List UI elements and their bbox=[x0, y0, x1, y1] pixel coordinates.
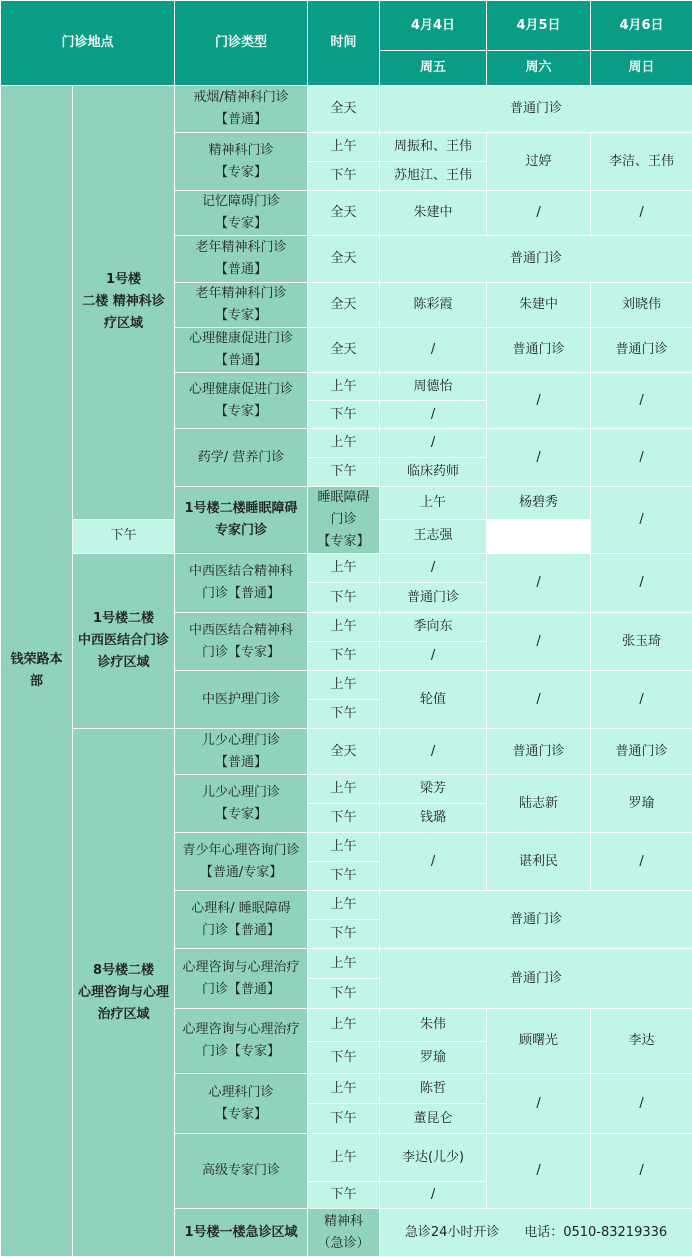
schedule-cell: 周德怡 bbox=[380, 373, 487, 401]
type-t8: 药学/ 营养门诊 bbox=[175, 429, 308, 487]
type-t13-name: 儿少心理门诊 bbox=[202, 732, 281, 748]
schedule-cell: / bbox=[380, 642, 487, 671]
area-3-line-2: 中西医结合门诊诊疗区域 bbox=[78, 633, 170, 670]
schedule-cell: 谌利民 bbox=[487, 833, 591, 891]
schedule-cell: 朱伟 bbox=[380, 1009, 487, 1042]
schedule-cell: / bbox=[380, 554, 487, 583]
type-t5 bbox=[175, 283, 308, 328]
schedule-cell: / bbox=[591, 554, 692, 613]
type-t17-level: 门诊【普通】 bbox=[202, 981, 281, 997]
schedule-cell: 张玉琦 bbox=[591, 613, 692, 671]
schedule-cell: 罗瑜 bbox=[380, 1042, 487, 1074]
header-date-1: 4月4日 bbox=[380, 1, 487, 51]
header-weekday-1: 周五 bbox=[380, 51, 487, 86]
time-cell: 下午 bbox=[308, 583, 380, 613]
schedule-cell: 杨碧秀 bbox=[487, 487, 591, 520]
time-cell: 全天 bbox=[308, 191, 380, 236]
type-t3 bbox=[175, 191, 308, 236]
type-t16-level: 门诊【普通】 bbox=[202, 922, 281, 938]
type-t2-name: 精神科门诊 bbox=[208, 142, 274, 158]
type-t17-name: 心理咨询与心理治疗 bbox=[182, 959, 300, 975]
schedule-cell: / bbox=[591, 833, 692, 891]
schedule-cell: 李洁、王伟 bbox=[591, 133, 692, 191]
schedule-cell: / bbox=[591, 429, 692, 487]
time-cell: 上午 bbox=[308, 891, 380, 920]
location-label: 钱荣路本部 bbox=[10, 652, 63, 689]
schedule-cell: 朱建中 bbox=[487, 283, 591, 328]
type-t13-level: 【普通】 bbox=[215, 754, 268, 770]
time-cell: 下午 bbox=[308, 1182, 380, 1209]
area-1-line-1: 1号楼 bbox=[105, 272, 142, 288]
schedule-cell: / bbox=[591, 1074, 692, 1134]
type-t7 bbox=[175, 373, 308, 429]
type-t9-name: 睡眠障碍门诊 bbox=[317, 490, 370, 527]
schedule-cell: 普通门诊 bbox=[380, 949, 692, 1009]
type-t7-level: 【专家】 bbox=[215, 403, 268, 419]
schedule-cell: 李达(儿少) bbox=[380, 1134, 487, 1182]
type-t19-name: 心理科门诊 bbox=[208, 1084, 274, 1100]
type-t6-name: 心理健康促进门诊 bbox=[189, 331, 294, 346]
type-t3-name: 记忆障碍门诊 bbox=[202, 194, 281, 209]
area-3 bbox=[73, 554, 175, 729]
type-t14 bbox=[175, 775, 308, 833]
type-t11 bbox=[175, 613, 308, 671]
area-1 bbox=[73, 86, 175, 520]
time-cell: 下午 bbox=[308, 162, 380, 191]
type-t5-name: 老年精神科门诊 bbox=[195, 286, 287, 301]
area-4-line-1: 8号楼二楼 bbox=[92, 962, 155, 978]
schedule-cell: / bbox=[487, 671, 591, 729]
time-cell: 下午 bbox=[73, 519, 175, 553]
type-t12: 中医护理门诊 bbox=[175, 671, 308, 729]
schedule-cell: / bbox=[591, 373, 692, 429]
type-t13 bbox=[175, 729, 308, 775]
schedule-cell: 刘晓伟 bbox=[591, 283, 692, 328]
type-t4-level: 【普通】 bbox=[215, 262, 268, 277]
header-date-2: 4月5日 bbox=[487, 1, 591, 51]
time-cell: 上午 bbox=[380, 487, 487, 520]
schedule-cell: / bbox=[380, 429, 487, 458]
schedule-cell: 轮值 bbox=[380, 671, 487, 729]
time-cell: 下午 bbox=[308, 401, 380, 429]
type-t20: 高级专家门诊 bbox=[175, 1134, 308, 1209]
schedule-cell: / bbox=[380, 833, 487, 891]
type-t17 bbox=[175, 949, 308, 1009]
type-t10 bbox=[175, 554, 308, 613]
type-t15-name: 青少年心理咨询门诊 bbox=[182, 842, 300, 858]
time-cell: 下午 bbox=[308, 862, 380, 891]
header-location: 门诊地点 bbox=[1, 1, 175, 86]
schedule-cell: 王志强 bbox=[380, 519, 487, 553]
schedule-cell: 罗瑜 bbox=[591, 775, 692, 833]
schedule-cell: / bbox=[487, 1074, 591, 1134]
header-time: 时间 bbox=[308, 1, 380, 86]
type-t9 bbox=[308, 487, 380, 554]
schedule-cell: 苏旭江、王伟 bbox=[380, 162, 487, 191]
time-cell: 全天 bbox=[308, 283, 380, 328]
schedule-cell: 普通门诊 bbox=[380, 891, 692, 949]
time-cell: 上午 bbox=[308, 1074, 380, 1104]
type-t14-name: 儿少心理门诊 bbox=[202, 784, 281, 800]
schedule-cell: 朱建中 bbox=[380, 191, 487, 236]
type-t16-name: 心理科/ 睡眠障碍 bbox=[191, 900, 291, 916]
schedule-cell: / bbox=[487, 613, 591, 671]
type-t16 bbox=[175, 891, 308, 949]
time-cell: 下午 bbox=[308, 1104, 380, 1134]
time-cell: 上午 bbox=[308, 671, 380, 700]
type-t2-level: 【专家】 bbox=[215, 164, 268, 180]
schedule-cell: 临床药师 bbox=[380, 458, 487, 487]
time-cell: 上午 bbox=[308, 429, 380, 458]
schedule-cell: 陆志新 bbox=[487, 775, 591, 833]
schedule-cell: 普通门诊 bbox=[380, 86, 692, 133]
schedule-cell: 董昆仑 bbox=[380, 1104, 487, 1134]
type-t1-name: 戒烟/精神科门诊 bbox=[193, 90, 289, 105]
time-cell: 下午 bbox=[308, 458, 380, 487]
area-4 bbox=[73, 729, 175, 1257]
type-t18-name: 心理咨询与心理治疗 bbox=[182, 1022, 300, 1037]
time-cell: 下午 bbox=[308, 642, 380, 671]
type-t3-level: 【专家】 bbox=[215, 216, 268, 231]
time-cell: 上午 bbox=[308, 373, 380, 401]
header-weekday-2: 周六 bbox=[487, 51, 591, 86]
type-t1 bbox=[175, 86, 308, 133]
type-t10-name: 中西医结合精神科 bbox=[189, 564, 294, 579]
schedule-cell: 陈哲 bbox=[380, 1074, 487, 1104]
type-t1-level: 【普通】 bbox=[215, 112, 268, 127]
time-cell: 全天 bbox=[308, 729, 380, 775]
time-cell: 下午 bbox=[308, 920, 380, 949]
schedule-cell: 钱璐 bbox=[380, 804, 487, 833]
type-t19 bbox=[175, 1074, 308, 1134]
schedule-cell: / bbox=[487, 429, 591, 487]
header-date-3: 4月6日 bbox=[591, 1, 692, 51]
schedule-cell: 普通门诊 bbox=[591, 328, 692, 373]
header-weekday-3: 周日 bbox=[591, 51, 692, 86]
area-3-line-1: 1号楼二楼 bbox=[92, 611, 155, 626]
schedule-cell: / bbox=[380, 328, 487, 373]
schedule-cell: / bbox=[380, 401, 487, 429]
time-cell: 上午 bbox=[308, 775, 380, 804]
time-cell: 上午 bbox=[308, 554, 380, 583]
schedule-cell: 陈彩霞 bbox=[380, 283, 487, 328]
type-t19-level: 【专家】 bbox=[215, 1106, 268, 1122]
schedule-cell: / bbox=[380, 729, 487, 775]
schedule-cell: / bbox=[591, 1134, 692, 1209]
type-t5-level: 【专家】 bbox=[215, 308, 268, 323]
type-t6 bbox=[175, 328, 308, 373]
time-cell: 下午 bbox=[308, 804, 380, 833]
schedule-cell: / bbox=[487, 554, 591, 613]
schedule-cell: 李达 bbox=[591, 1009, 692, 1074]
time-cell: 全天 bbox=[308, 328, 380, 373]
schedule-cell: / bbox=[591, 191, 692, 236]
schedule-cell: 普通门诊 bbox=[591, 729, 692, 775]
type-t6-level: 【普通】 bbox=[215, 353, 268, 368]
schedule-cell: 普通门诊 bbox=[487, 328, 591, 373]
area-2: 1号楼二楼睡眠障碍专家门诊 bbox=[175, 487, 308, 554]
schedule-cell: / bbox=[380, 1182, 487, 1209]
type-t4-name: 老年精神科门诊 bbox=[195, 240, 287, 255]
time-cell: 上午 bbox=[308, 949, 380, 979]
schedule-cell: / bbox=[591, 671, 692, 729]
area-4-line-2: 心理咨询与心理治疗区域 bbox=[78, 984, 170, 1022]
time-cell: 全天 bbox=[308, 86, 380, 133]
type-t15-level: 【普通/专家】 bbox=[199, 864, 283, 880]
schedule-cell: 梁芳 bbox=[380, 775, 487, 804]
time-cell: 全天 bbox=[308, 236, 380, 283]
type-t18 bbox=[175, 1009, 308, 1074]
time-cell: 上午 bbox=[308, 1134, 380, 1182]
type-t9-level: 【专家】 bbox=[317, 534, 370, 549]
type-t14-level: 【专家】 bbox=[215, 806, 268, 822]
schedule-cell: 顾曙光 bbox=[487, 1009, 591, 1074]
schedule-cell: / bbox=[591, 487, 692, 554]
type-t2 bbox=[175, 133, 308, 191]
area-5: 1号楼一楼急诊区域 bbox=[175, 1209, 308, 1257]
schedule-cell: / bbox=[487, 1134, 591, 1209]
schedule-cell: / bbox=[487, 191, 591, 236]
schedule-cell: 季向东 bbox=[380, 613, 487, 642]
time-cell: 上午 bbox=[308, 613, 380, 642]
schedule-cell: 普通门诊 bbox=[487, 729, 591, 775]
time-cell: 下午 bbox=[308, 1042, 380, 1074]
header-type: 门诊类型 bbox=[175, 1, 308, 86]
type-t18-level: 门诊【专家】 bbox=[202, 1044, 281, 1059]
time-cell: 上午 bbox=[308, 833, 380, 862]
location-cell bbox=[1, 86, 73, 1257]
schedule-cell: 过婷 bbox=[487, 133, 591, 191]
type-t15 bbox=[175, 833, 308, 891]
schedule-cell: 普通门诊 bbox=[380, 583, 487, 613]
type-t10-level: 门诊【普通】 bbox=[202, 586, 281, 601]
type-t11-name: 中西医结合精神科 bbox=[189, 622, 294, 638]
area-1-line-2: 二楼 精神科诊疗区域 bbox=[82, 294, 165, 332]
type-t4 bbox=[175, 236, 308, 283]
schedule-cell: 普通门诊 bbox=[380, 236, 692, 283]
type-t7-name: 心理健康促进门诊 bbox=[189, 381, 294, 397]
time-cell: 下午 bbox=[308, 979, 380, 1009]
time-cell: 上午 bbox=[308, 1009, 380, 1042]
emergency-info: 急诊24小时开诊 电话：0510-83219336 bbox=[380, 1209, 692, 1257]
type-t11-level: 门诊【专家】 bbox=[202, 644, 281, 660]
schedule-cell: 周振和、王伟 bbox=[380, 133, 487, 162]
time-cell: 上午 bbox=[308, 133, 380, 162]
schedule-cell: / bbox=[487, 373, 591, 429]
type-t21: 精神科（急诊） bbox=[308, 1209, 380, 1257]
time-cell: 下午 bbox=[308, 700, 380, 729]
